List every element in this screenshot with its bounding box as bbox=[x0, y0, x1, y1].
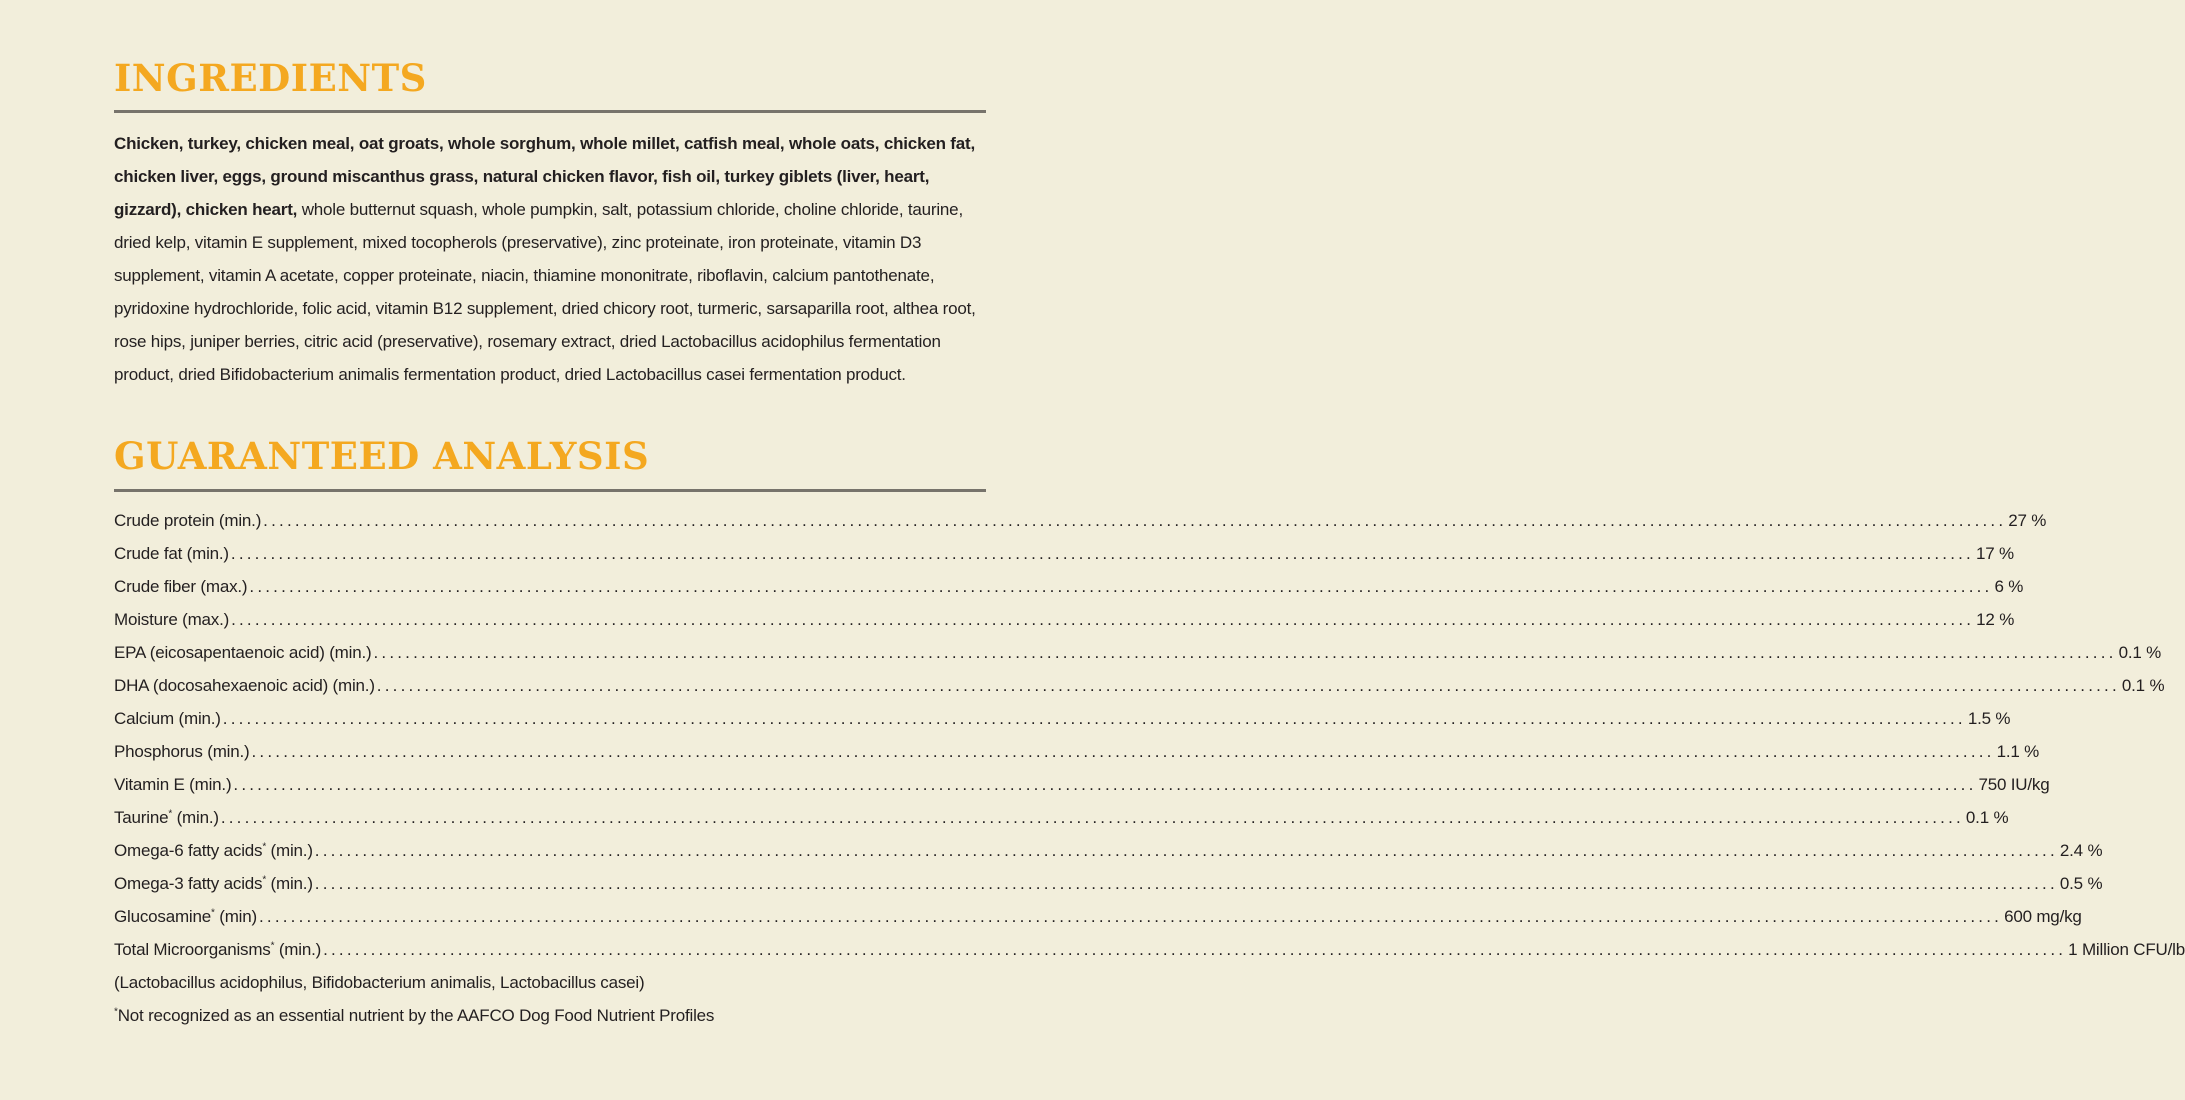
analysis-label bbox=[114, 504, 261, 537]
analysis-value: 1 Million CFU/lb bbox=[2068, 939, 2185, 959]
analysis-label bbox=[114, 537, 229, 570]
analysis-value: 0.1 % bbox=[2118, 642, 2162, 662]
asterisk-mark: * bbox=[270, 940, 275, 952]
analysis-row bbox=[114, 933, 2185, 966]
analysis-row bbox=[114, 867, 2103, 900]
ingredients-text bbox=[114, 127, 986, 391]
leader-dots: ............................................................................................................................................................................................................................ bbox=[233, 774, 1977, 794]
analysis-label-text: Crude fat (min.) bbox=[114, 543, 229, 563]
analysis-value: 6 % bbox=[1994, 576, 2024, 596]
footnote-text: Not recognized as an essential nutrient by the AAFCO Dog Food Nutrient Profiles bbox=[117, 1005, 715, 1025]
leader-dots: ............................................................................................................................................................................................................................ bbox=[249, 576, 1993, 596]
analysis-row bbox=[114, 900, 2082, 933]
analysis-value: 2.4 % bbox=[2059, 840, 2103, 860]
analysis-label bbox=[114, 603, 229, 636]
analysis-label-text: Crude fiber (max.) bbox=[114, 576, 248, 596]
analysis-label-text: Omega-3 fatty acids bbox=[114, 873, 263, 893]
product-info-panel bbox=[114, 56, 2185, 1032]
analysis-row bbox=[114, 504, 2047, 537]
analysis-value: 27 % bbox=[2008, 510, 2047, 530]
analysis-label-suffix: (min) bbox=[214, 906, 257, 926]
analysis-table bbox=[114, 504, 2185, 966]
asterisk-mark: * bbox=[211, 907, 215, 919]
analysis-label-suffix: (min.) bbox=[266, 840, 313, 860]
analysis-row bbox=[114, 603, 2015, 636]
analysis-value: 17 % bbox=[1975, 543, 2014, 563]
analysis-label-text: Phosphorus (min.) bbox=[114, 741, 250, 761]
analysis-row bbox=[114, 570, 2024, 603]
analysis-label-text: DHA (docosahexaenoic acid) (min.) bbox=[114, 675, 375, 695]
analysis-value: 750 IU/kg bbox=[1978, 774, 2050, 794]
analysis-value: 0.5 % bbox=[2059, 873, 2103, 893]
analysis-divider bbox=[114, 489, 986, 492]
leader-dots: ............................................................................................................................................................................................................................ bbox=[231, 609, 1975, 629]
leader-dots: ............................................................................................................................................................................................................................ bbox=[251, 741, 1995, 761]
footnote bbox=[114, 999, 986, 1032]
analysis-label bbox=[114, 867, 313, 900]
analysis-row bbox=[114, 768, 2050, 801]
analysis-label-text: Vitamin E (min.) bbox=[114, 774, 232, 794]
footnote-star: * bbox=[114, 1006, 118, 1018]
analysis-label-suffix: (min.) bbox=[274, 939, 322, 959]
ingredients-primary: Chicken, turkey, chicken meal, oat groats, whole sorghum, whole millet, catfish meal, whole oats, chicken fat, chicken liver, eggs, ground miscanthus grass, natural chicken flavor, fish oil, turkey giblets (liver, heart, gizzard), chicken heart, bbox=[114, 134, 975, 220]
leader-dots: ............................................................................................................................................................................................................................ bbox=[314, 840, 2058, 860]
analysis-label-text: Taurine bbox=[114, 807, 169, 827]
analysis-label-text: Crude protein (min.) bbox=[114, 510, 262, 530]
analysis-label bbox=[114, 735, 250, 768]
analysis-value: 0.1 % bbox=[2121, 675, 2165, 695]
analysis-label bbox=[114, 933, 321, 966]
analysis-row bbox=[114, 537, 2014, 570]
analysis-value: 0.1 % bbox=[1965, 807, 2009, 827]
analysis-label-suffix: (min.) bbox=[172, 807, 219, 827]
analysis-label bbox=[114, 834, 313, 867]
analysis-label bbox=[114, 636, 371, 669]
asterisk-mark: * bbox=[262, 841, 267, 853]
ingredients-heading: INGREDIENTS bbox=[114, 56, 427, 100]
leader-dots: ............................................................................................................................................................................................................................ bbox=[230, 543, 1974, 563]
analysis-label-text: Glucosamine bbox=[114, 906, 212, 926]
analysis-label bbox=[114, 570, 247, 603]
analysis-label-text: EPA (eicosapentaenoic acid) (min.) bbox=[114, 642, 372, 662]
analysis-label-text: Total Microorganisms bbox=[114, 939, 271, 959]
analysis-label-text: Moisture (max.) bbox=[114, 609, 230, 629]
analysis-value: 1.1 % bbox=[1996, 741, 2040, 761]
analysis-row bbox=[114, 801, 2009, 834]
analysis-row bbox=[114, 702, 2011, 735]
leader-dots: ............................................................................................................................................................................................................................ bbox=[376, 675, 2120, 695]
analysis-label bbox=[114, 801, 219, 834]
analysis-row bbox=[114, 834, 2103, 867]
ingredients-secondary: whole butternut squash, whole pumpkin, salt, potassium chloride, choline chloride, taurine, dried kelp, vitamin E supplement, mixed tocopherols (preservative), zinc proteinate, iron proteinate, vitamin D3 supplement, vitamin A acetate, copper proteinate, niacin, thiamine mononitrate, riboflavin, calcium pantothenate, pyridoxine hydrochloride, folic acid, vitamin B12 supplement, dried chicory root, turmeric, sarsaparilla root, althea root, rose hips, juniper berries, citric acid (preservative), rosemary extract, dried Lactobacillus acidophilus fermentation product, dried Bifidobacterium animalis fermentation product, dried Lactobacillus casei fermentation product. bbox=[114, 200, 976, 385]
leader-dots: ............................................................................................................................................................................................................................ bbox=[323, 939, 2067, 959]
analysis-label-text: Omega-6 fatty acids bbox=[114, 840, 263, 860]
analysis-label bbox=[114, 702, 221, 735]
leader-dots: ............................................................................................................................................................................................................................ bbox=[222, 708, 1966, 728]
guaranteed-analysis-heading: GUARANTEED ANALYSIS bbox=[114, 434, 650, 479]
analysis-value: 12 % bbox=[1976, 609, 2015, 629]
leader-dots: ............................................................................................................................................................................................................................ bbox=[258, 906, 2003, 926]
analysis-row bbox=[114, 636, 2162, 669]
analysis-label-suffix: (min.) bbox=[266, 873, 313, 893]
microorganisms-note: (Lactobacillus acidophilus, Bifidobacterium animalis, Lactobacillus casei) bbox=[114, 972, 645, 992]
leader-dots: ............................................................................................................................................................................................................................ bbox=[314, 873, 2058, 893]
analysis-value: 600 mg/kg bbox=[2004, 906, 2082, 926]
leader-dots: ............................................................................................................................................................................................................................ bbox=[220, 807, 1964, 827]
analysis-label-text: Calcium (min.) bbox=[114, 708, 221, 728]
analysis-value: 1.5 % bbox=[1967, 708, 2011, 728]
analysis-label bbox=[114, 768, 231, 801]
leader-dots: ............................................................................................................................................................................................................................ bbox=[263, 510, 2007, 530]
analysis-label bbox=[114, 669, 375, 702]
asterisk-mark: * bbox=[168, 808, 173, 820]
asterisk-mark: * bbox=[262, 874, 267, 886]
analysis-row bbox=[114, 669, 2165, 702]
analysis-label bbox=[114, 900, 257, 933]
ingredients-divider bbox=[114, 110, 986, 113]
analysis-row bbox=[114, 735, 2040, 768]
leader-dots: ............................................................................................................................................................................................................................ bbox=[373, 642, 2117, 662]
